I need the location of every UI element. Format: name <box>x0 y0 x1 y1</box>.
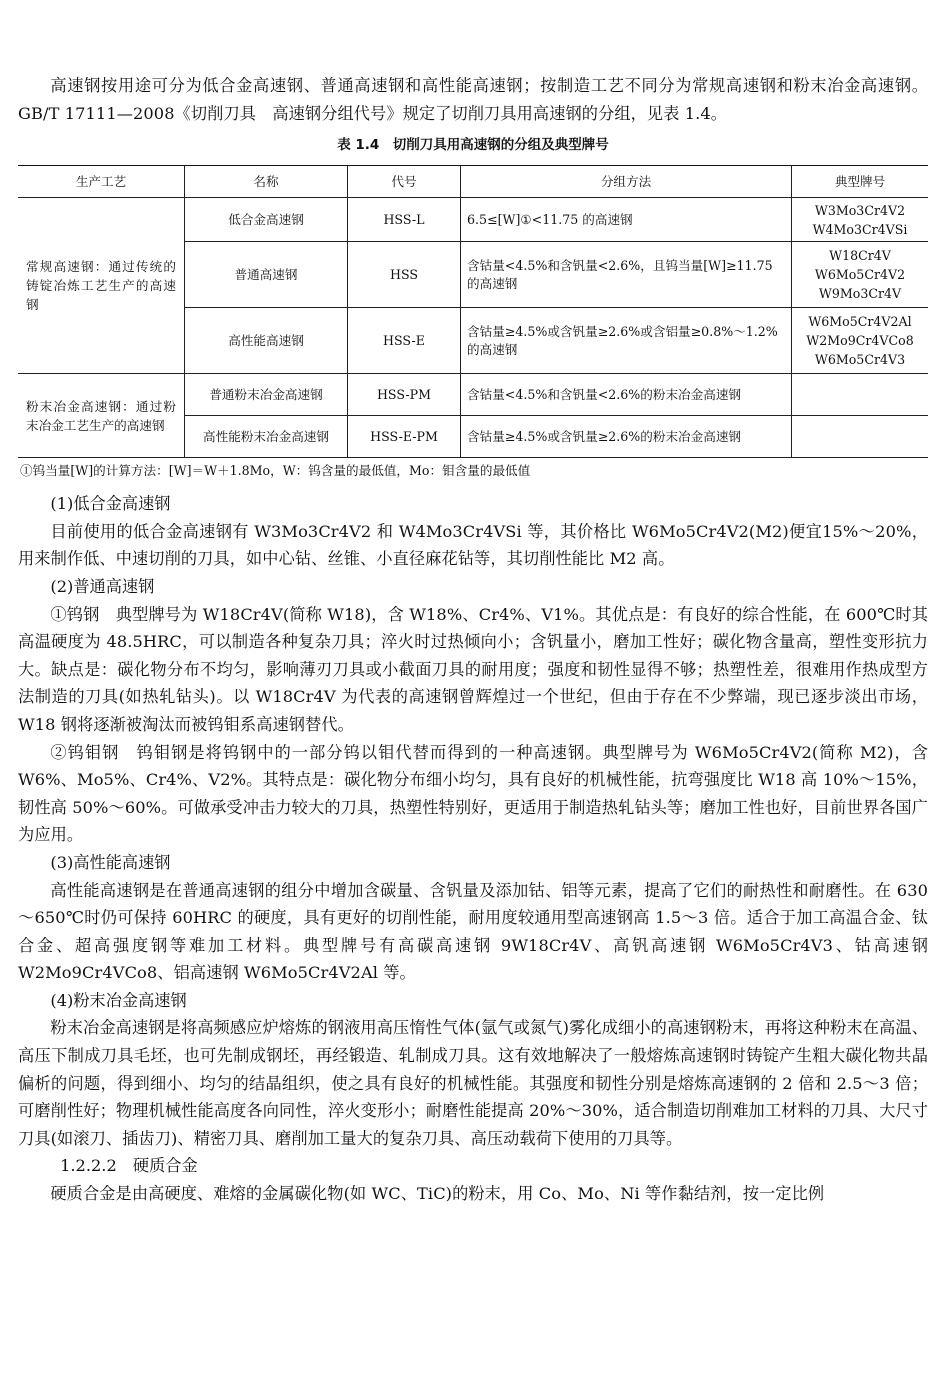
process-conventional: 常规高速钢：通过传统的铸锭冶炼工艺生产的高速钢 <box>18 198 185 374</box>
hss-grouping-table <box>18 165 928 484</box>
section-heading: (2)普通高速钢 <box>50 576 155 596</box>
intro-paragraph: 高速钢按用途可分为低合金高速钢、普通高速钢和高性能高速钢；按制造工艺不同分为常规高速钢和粉末冶金高速钢。GB/T 17111—2008《切削刀具 高速钢分组代号》规定了切削刀具用高速钢的分组，见表 1.4。 <box>18 76 928 123</box>
section-paragraph: ②钨钼钢 钨钼钢是将钨钢中的一部分钨以钼代替而得到的一种高速钢。典型牌号为 W6Mo5Cr4V2(简称 M2)，含 W6%、Mo5%、Cr4%、V2%。其特点是：碳化物分布细小均匀，具有良好的机械性能，抗弯强度比 W18 高 10%～15%，韧性高 50%～60%。可做承受冲击力较大的刀具，热塑性特别好，更适用于制造热轧钻头等；磨加工性也好，目前世界各国广为应用。 <box>18 742 928 845</box>
grade: W6Mo5Cr4V2 <box>814 267 906 283</box>
table-footnote: ①钨当量[W]的计算方法：[W]＝W＋1.8Mo，W：钨含量的最低值，Mo：钼含量的最低值 <box>18 458 928 485</box>
row-name: 普通粉末冶金高速钢 <box>185 374 348 416</box>
section-heading: (1)低合金高速钢 <box>50 494 171 514</box>
section-paragraph: 粉末冶金高速钢是将高频感应炉熔炼的钢液用高压惰性气体(氩气或氮气)雾化成细小的高速钢粉末，再将这种粉末在高温、高压下制成刀具毛坯，也可先制成钢坯，再经锻造、轧制成刀具。这有效地解决了一般熔炼高速钢时铸锭产生粗大碳化物共晶偏析的问题，得到细小、均匀的结晶组织，使之具有良好的机械性能。其强度和韧性分别是熔炼高速钢的 2 倍和 2.5～3 倍；可磨削性好；物理机械性能高度各向同性，淬火变形小；耐磨性能提高 20%～30%，适合制造切削难加工材料的刀具、大尺寸刀具(如滚刀、插齿刀)、精密刀具、磨削加工量大的复杂刀具、高压动载荷下使用的刀具等。 <box>18 1018 928 1148</box>
row-name: 高性能粉末冶金高速钢 <box>185 416 348 458</box>
header-process: 生产工艺 <box>18 166 185 198</box>
header-name: 名称 <box>185 166 348 198</box>
row-method: 含钴量≥4.5%或含钒量≥2.6%或含铝量≥0.8%～1.2%的高速钢 <box>461 308 792 374</box>
section-paragraph: ①钨钢 典型牌号为 W18Cr4V(简称 W18)，含 W18%、Cr4%、V1%。其优点是：有良好的综合性能，在 600℃时其高温硬度为 48.5HRC，可以制造各种复杂刀具；淬火时过热倾向小；含钒量小，磨加工性好；碳化物含量高，塑性变形抗力大。缺点是：碳化物分布不均匀，影响薄刃刀具或小截面刀具的耐用度；强度和韧性显得不够；热塑性差，很难用作热成型方法制造的刀具(如热轧钻头)。以 W18Cr4V 为代表的高速钢曾辉煌过一个世纪，但由于存在不少弊端，现已逐步淡出市场，W18 钢将逐渐被淘汰而被钨钼系高速钢替代。 <box>18 604 928 734</box>
row-method: 含钴量≥4.5%或含钒量≥2.6%的粉末冶金高速钢 <box>461 416 792 458</box>
grade: W6Mo5Cr4V3 <box>814 352 906 368</box>
grade: W18Cr4V <box>829 248 891 264</box>
row-grades <box>792 308 929 374</box>
row-name: 低合金高速钢 <box>185 198 348 242</box>
row-grades <box>792 198 929 242</box>
row-method: 含钴量<4.5%和含钒量<2.6%的粉末冶金高速钢 <box>461 374 792 416</box>
table-header-row <box>18 166 928 198</box>
section-paragraph: 目前使用的低合金高速钢有 W3Mo3Cr4V2 和 W4Mo3Cr4VSi 等，其价格比 W6Mo5Cr4V2(M2)便宜15%～20%，用来制作低、中速切削的刀具，如中心钻、丝锥、小直径麻花钻等，其切削性能比 M2 高。 <box>18 521 928 569</box>
row-name: 普通高速钢 <box>185 242 348 308</box>
grade: W9Mo3Cr4V <box>818 286 902 302</box>
table-caption: 表 1.4 切削刀具用高速钢的分组及典型牌号 <box>337 137 609 154</box>
table-row <box>18 374 928 416</box>
row-grades <box>792 242 929 308</box>
header-code: 代号 <box>348 166 461 198</box>
header-method: 分组方法 <box>461 166 792 198</box>
subsection-heading: 1.2.2.2 硬质合金 <box>60 1156 198 1176</box>
row-code: HSS <box>348 242 461 308</box>
row-method: 含钴量<4.5%和含钒量<2.6%，且钨当量[W]≥11.75 的高速钢 <box>461 242 792 308</box>
section-heading: (3)高性能高速钢 <box>50 852 171 872</box>
process-powder: 粉末冶金高速钢：通过粉末冶金工艺生产的高速钢 <box>18 374 185 458</box>
section-heading: (4)粉末冶金高速钢 <box>50 990 187 1010</box>
row-method: 6.5≤[W]①<11.75 的高速钢 <box>461 198 792 242</box>
section-paragraph: 高性能高速钢是在普通高速钢的组分中增加含碳量、含钒量及添加钴、铝等元素，提高了它们的耐热性和耐磨性。在 630～650℃时仍可保持 60HRC 的硬度，具有更好的切削性能，耐用度较通用型高速钢高 1.5～3 倍。适合于加工高温合金、钛合金、超高强度钢等难加工材料。典型牌号有高碳高速钢 9W18Cr4V、高钒高速钢 W6Mo5Cr4V3、钴高速钢 W2Mo9Cr4VCo8、铝高速钢 W6Mo5Cr4V2Al 等。 <box>18 880 928 983</box>
row-code: HSS-E <box>348 308 461 374</box>
row-grades <box>792 374 929 416</box>
grade: W4Mo3Cr4VSi <box>812 221 908 237</box>
grade: W3Mo3Cr4V2 <box>814 202 906 218</box>
row-code: HSS-L <box>348 198 461 242</box>
row-name: 高性能高速钢 <box>185 308 348 374</box>
table-row <box>18 198 928 242</box>
row-code: HSS-E-PM <box>348 416 461 458</box>
grade: W2Mo9Cr4VCo8 <box>806 333 914 349</box>
row-code: HSS-PM <box>348 374 461 416</box>
section-paragraph: 硬质合金是由高硬度、难熔的金属碳化物(如 WC、TiC)的粉末，用 Co、Mo、Ni 等作黏结剂，按一定比例 <box>50 1184 825 1204</box>
table-footnote-row <box>18 458 928 485</box>
header-grades: 典型牌号 <box>792 166 929 198</box>
row-grades <box>792 416 929 458</box>
grade: W6Mo5Cr4V2Al <box>808 314 912 330</box>
